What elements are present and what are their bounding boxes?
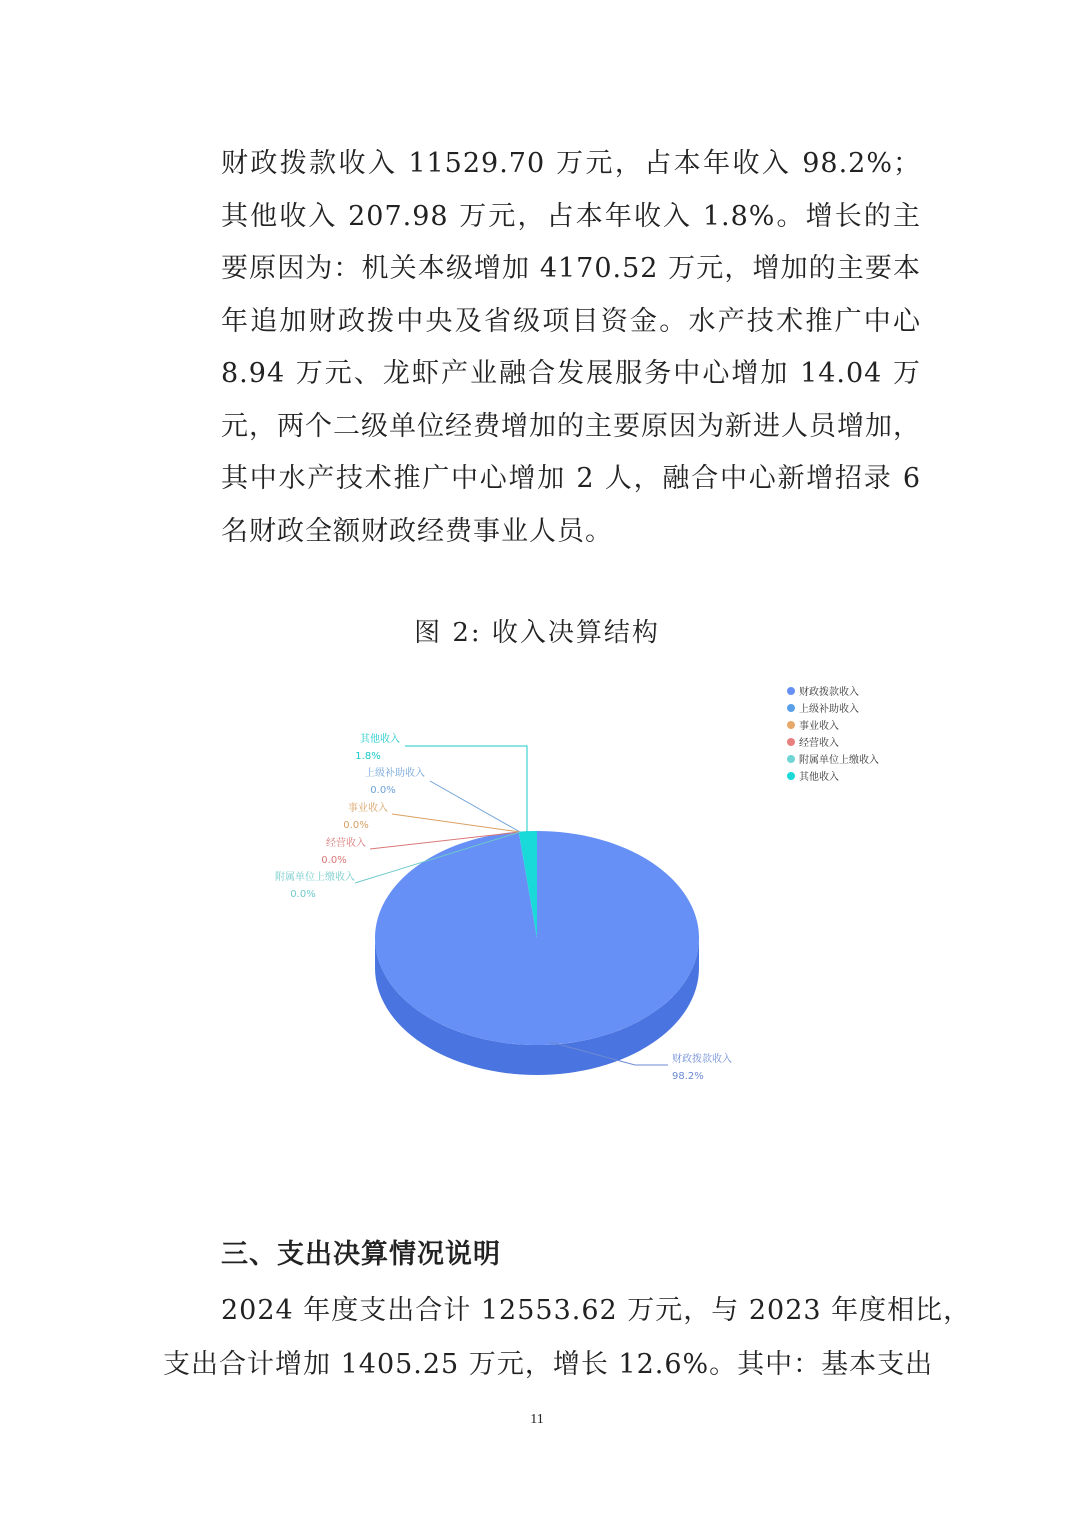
legend-label-3: 经营收入 <box>799 738 839 749</box>
slice-name-label-4: 附属单位上缴收入 <box>275 872 355 883</box>
legend-marker-5 <box>787 772 795 780</box>
legend-label-0: 财政拨款收入 <box>799 687 859 698</box>
slice-percent-label-0: 98.2% <box>672 1071 704 1082</box>
slice-percent-label-1: 0.0% <box>370 785 396 796</box>
income-pie-chart <box>240 670 920 1100</box>
slice-name-label-1: 上级补助收入 <box>365 768 425 779</box>
section-text-line-2: 支出合计增加 1405.25 万元，增长 12.6%。其中：基本支出 <box>163 1349 934 1380</box>
slice-name-label-2: 事业收入 <box>348 803 388 814</box>
slice-percent-label-3: 0.0% <box>321 855 347 866</box>
legend-label-5: 其他收入 <box>799 772 839 783</box>
leader-line-5 <box>405 746 527 832</box>
legend-marker-2 <box>787 721 795 729</box>
slice-percent-label-4: 0.0% <box>290 889 316 900</box>
legend-label-1: 上级补助收入 <box>799 704 859 715</box>
leader-line-1 <box>430 781 520 832</box>
legend-marker-0 <box>787 687 795 695</box>
legend-marker-3 <box>787 738 795 746</box>
legend-marker-1 <box>787 704 795 712</box>
slice-name-label-3: 经营收入 <box>326 838 366 849</box>
leader-line-2 <box>392 814 520 832</box>
section-text-line-1: 2024 年度支出合计 12553.62 万元，与 2023 年度相比， <box>221 1295 972 1326</box>
legend-label-2: 事业收入 <box>799 721 839 732</box>
legend-label-4: 附属单位上缴收入 <box>799 755 879 766</box>
slice-percent-label-2: 0.0% <box>343 820 369 831</box>
figure-title: 图 2: 收入决算结构 <box>414 618 660 648</box>
slice-name-label-5: 其他收入 <box>360 734 400 745</box>
section-heading: 三、支出决算情况说明 <box>221 1239 501 1270</box>
body-paragraph: 财政拨款收入 11529.70 万元，占本年收入 98.2%；其他收入 207.98 万元，占本年收入 1.8%。增长的主要原因为：机关本级增加 4170.52 万元，增加的主要本年追加财政拨中央及省级项目资金。水产技术推广中心 8.94 万元、龙虾产业融合发展服务中心增加 14.04 万元，两个二级单位经费增加的主要原因为新进人员增加，其中水产技术推广中心增加 2 人，融合中心新增招录 6 名财政全额财政经费事业人员。 <box>221 148 921 547</box>
slice-percent-label-5: 1.8% <box>355 751 381 762</box>
legend-marker-4 <box>787 755 795 763</box>
slice-name-label-0: 财政拨款收入 <box>672 1054 732 1065</box>
page-number: 11 <box>530 1412 544 1427</box>
